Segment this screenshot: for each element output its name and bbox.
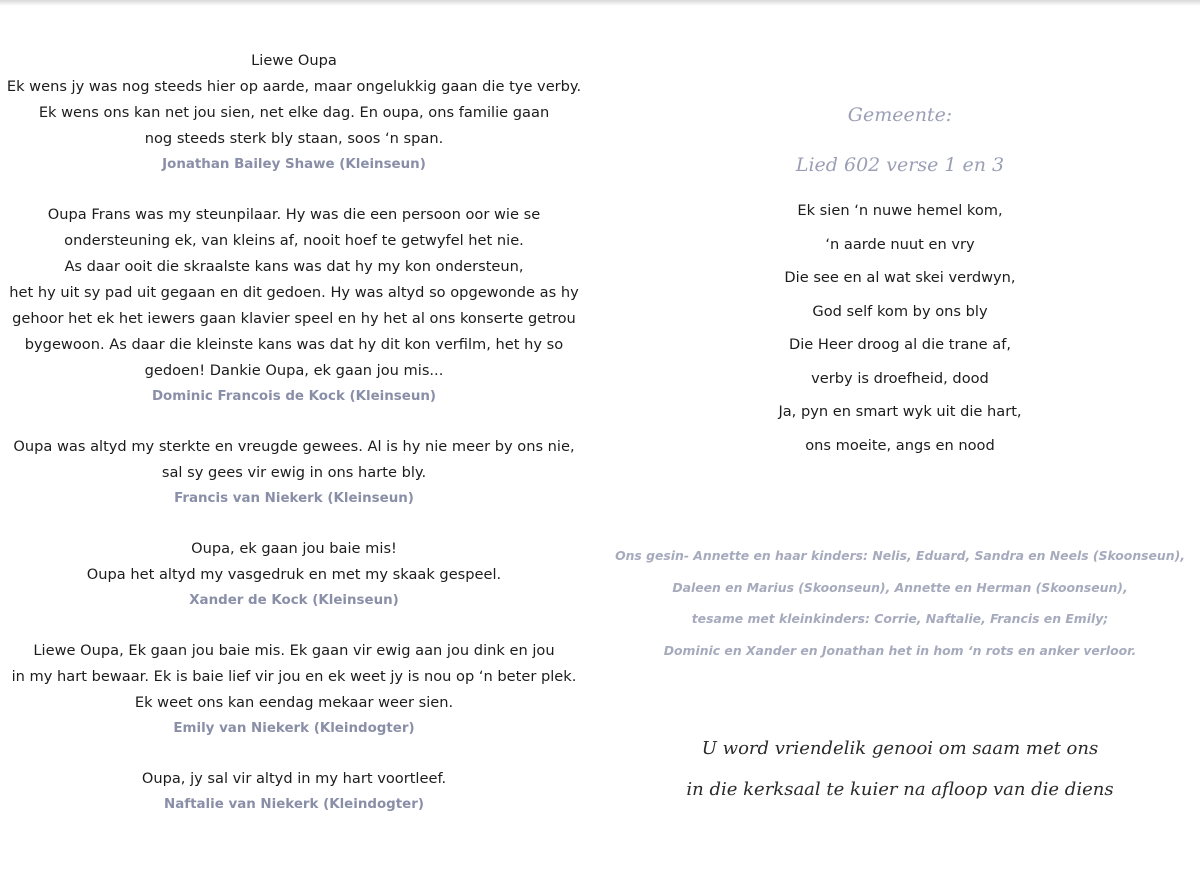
hymn-line: ons moeite, angs en nood [805, 436, 995, 454]
congregation-heading: Gemeente: [847, 104, 953, 126]
tribute-line: Oupa, ek gaan jou baie mis! [191, 540, 397, 557]
tribute-line: gehoor het ek het iewers gaan klavier speel en hy het al ons konserte getrou [12, 310, 576, 327]
family-line: Ons gesin- Annette en haar kinders: Nelis, Eduard, Sandra en Neels (Skoonseun), [615, 548, 1185, 563]
tribute-line: Oupa, jy sal vir altyd in my hart voortleef. [141, 770, 447, 787]
hymn-line: ‘n aarde nuut en vry [825, 235, 975, 253]
family-line: tesame met kleinkinders: Corrie, Naftalie, Francis en Emily; [691, 611, 1109, 626]
tribute-author: Emily van Niekerk (Kleindogter) [173, 721, 415, 736]
hymn-line: Ek sien ‘n nuwe hemel kom, [797, 202, 1003, 219]
family-line: Daleen en Marius (Skoonseun), Annette en Herman (Skoonseun), [672, 579, 1128, 595]
tribute-line: As daar ooit die skraalste kans was dat hy my kon ondersteun, [64, 258, 524, 275]
tribute-line: Liewe Oupa [251, 52, 337, 69]
invitation-line: U word vriendelik genooi om saam met ons [701, 738, 1099, 759]
family-list [600, 540, 1200, 666]
tribute-dominic [0, 202, 588, 410]
tribute-author: Jonathan Bailey Shawe (Kleinseun) [162, 157, 426, 172]
hymn-verses [600, 194, 1200, 462]
hymn-line: Die see en al wat skei verdwyn, [784, 269, 1016, 286]
tribute-francis [0, 434, 588, 512]
tribute-line: bygewoon. As daar die kleinste kans was dat hy dit kon verfilm, het hy so [24, 336, 564, 353]
tribute-line: nog steeds sterk bly staan, soos ‘n span. [144, 130, 444, 147]
tribute-line: Ek wens ons kan net jou sien, net elke dag. En oupa, ons familie gaan [38, 104, 550, 121]
tribute-author: Dominic Francois de Kock (Kleinseun) [151, 389, 437, 404]
tribute-line: Liewe Oupa, Ek gaan jou baie mis. Ek gaan vir ewig aan jou dink en jou [33, 642, 555, 659]
tribute-line: Oupa het altyd my vasgedruk en met my skaak gespeel. [86, 566, 502, 583]
tribute-author: Naftalie van Niekerk (Kleindogter) [164, 797, 424, 812]
tribute-line: Oupa Frans was my steunpilaar. Hy was die een persoon oor wie se [47, 206, 541, 223]
invitation-line: in die kerksaal te kuier na afloop van die diens [686, 779, 1114, 800]
tribute-line: in my hart bewaar. Ek is baie lief vir jou en ek weet jy is nou op ‘n beter plek. [11, 668, 577, 685]
hymn-line: verby is droefheid, dood [811, 369, 989, 387]
hymn-line: Ja, pyn en smart wyk uit die hart, [778, 403, 1022, 420]
hymn-line: God self kom by ons bly [812, 302, 988, 320]
hymn-title: Lied 602 verse 1 en 3 [795, 154, 1005, 176]
tribute-line: Ek weet ons kan eendag mekaar weer sien. [134, 694, 454, 711]
hymn-line: Die Heer droog al die trane af, [788, 336, 1011, 353]
tribute-line: Ek wens jy was nog steeds hier op aarde, maar ongelukkig gaan die tye verby. [6, 78, 582, 95]
tribute-author: Francis van Niekerk (Kleinseun) [174, 491, 414, 506]
tribute-line: het hy uit sy pad uit gegaan en dit gedoen. Hy was altyd so opgewonde as hy [9, 284, 579, 301]
tribute-jonathan [0, 48, 588, 178]
tributes-column [0, 48, 588, 842]
scan-edge [0, 0, 1200, 6]
tribute-naftalie [0, 766, 588, 818]
invitation [600, 728, 1200, 810]
service-column [600, 90, 1200, 810]
tribute-line: ondersteuning ek, van kleins af, nooit hoef te getwyfel het nie. [64, 232, 524, 249]
family-line: Dominic en Xander en Jonathan het in hom ‘n rots en anker verloor. [663, 642, 1137, 658]
tribute-author: Xander de Kock (Kleinseun) [189, 593, 399, 608]
tribute-xander [0, 536, 588, 614]
tribute-emily [0, 638, 588, 742]
tribute-line: Oupa was altyd my sterkte en vreugde gewees. Al is hy nie meer by ons nie, [13, 438, 575, 455]
tribute-line: gedoen! Dankie Oupa, ek gaan jou mis... [144, 362, 444, 379]
tribute-line: sal sy gees vir ewig in ons harte bly. [161, 464, 427, 481]
